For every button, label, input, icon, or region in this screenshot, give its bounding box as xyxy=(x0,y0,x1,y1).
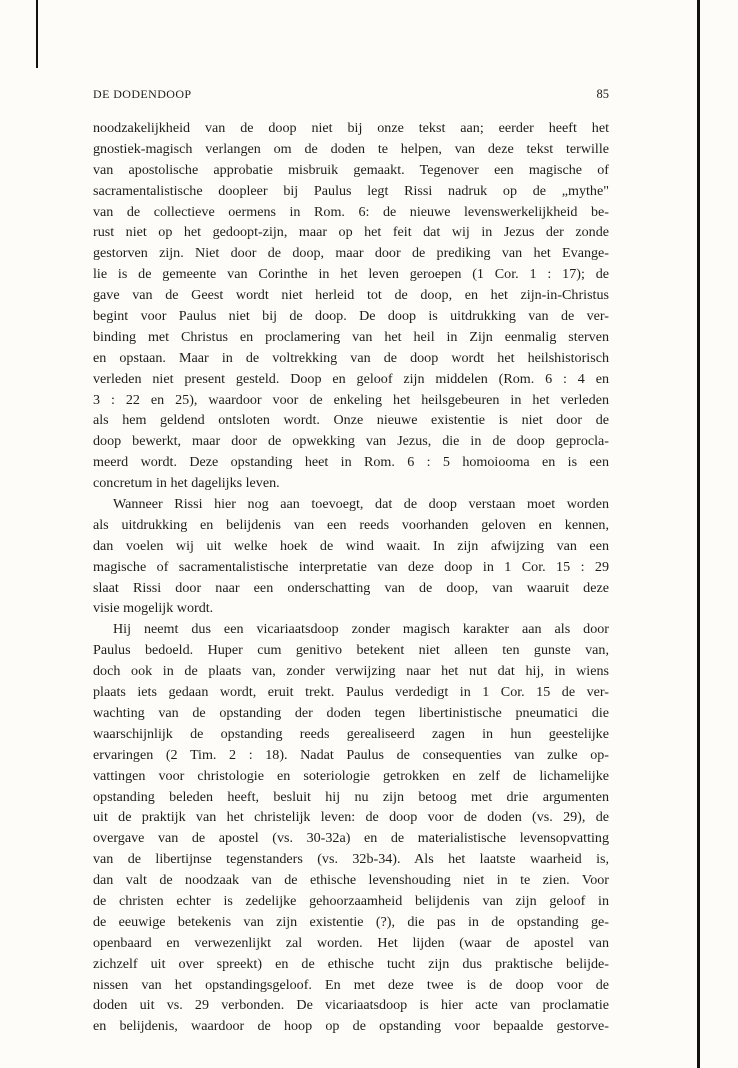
text-line: verleden niet present gesteld. Doop en geloof zijn middelen (Rom. 6 : 4 en xyxy=(93,370,609,387)
scan-edge-left xyxy=(36,0,38,68)
text-line: doop bewerkt, maar door de opwekking van Jezus, die in de doop geprocla- xyxy=(93,433,609,450)
text-line: nissen van het opstandingsgeloof. En met deze twee is de doop voor de xyxy=(93,976,609,993)
text-line: ervaringen (2 Tim. 2 : 18). Nadat Paulus de consequenties van zulke op- xyxy=(93,746,609,763)
text-line: de eeuwige betekenis van zijn existentie (?), die pas in de opstanding ge- xyxy=(93,913,609,930)
text-line: noodzakelijkheid van de doop niet bij onze tekst aan; eerder heeft het xyxy=(93,120,609,136)
text-line: van de libertijnse tegenstanders (vs. 32b-34). Als het laatste waarheid is, xyxy=(93,851,609,868)
text-line: binding met Christus en proclamering van het heil in Zijn eenmalig sterven xyxy=(93,328,609,345)
text-line: overgave van de apostel (vs. 30-32a) en de materialistische levensopvatting xyxy=(93,830,609,847)
text-line: magische of sacramentalistische interpretatie van deze doop in 1 Cor. 15 : 29 xyxy=(93,558,609,575)
text-line: gave van de Geest wordt niet herleid tot de doop, en het zijn-in-Christus xyxy=(93,287,609,304)
page-number: 85 xyxy=(596,87,609,101)
text-line: concretum in het dagelijks leven. xyxy=(93,475,280,492)
text-line: als hem geldend ontsloten wordt. Onze nieuwe existentie is niet door de xyxy=(93,412,609,429)
paragraph xyxy=(93,118,609,494)
text-line: dan valt de noodzaak van de ethische levenshouding niet in te zien. Voor xyxy=(93,872,609,889)
text-line: visie mogelijk wordt. xyxy=(93,600,214,617)
text-line: vattingen voor christologie en soteriologie getrokken en zelf de lichamelijke xyxy=(93,767,609,784)
text-line: de christen echter is zedelijke gehoorzaamheid belijdenis van zijn geloof in xyxy=(93,892,609,909)
paragraph xyxy=(93,619,609,1037)
text-line: waarschijnlijk de opstanding reeds gerealiseerd zagen in hun geestelijke xyxy=(93,725,609,742)
text-line: rust niet op het gedoopt-zijn, maar op het feit dat wij in Jezus der zonde xyxy=(93,224,609,241)
text-line: meerd wordt. Deze opstanding heet in Rom. 6 : 5 homoiooma en is een xyxy=(93,454,609,471)
text-line: dan voelen wij uit welke hoek de wind waait. In zijn afwijzing van een xyxy=(93,537,609,554)
text-line: openbaard en verwezenlijkt zal worden. Het lijden (waar de apostel van xyxy=(93,934,609,951)
text-line: 3 : 22 en 25), waardoor voor de enkeling het heilsgebeuren in het verleden xyxy=(93,391,609,408)
text-line: sacramentalistische doopleer bij Paulus legt Rissi nadruk op de „mythe" xyxy=(93,182,609,199)
text-line: als uitdrukking en belijdenis van een reeds voorhanden geloven en kennen, xyxy=(93,516,609,533)
text-line: en belijdenis, waardoor de hoop op de opstanding voor bepaalde gestorve- xyxy=(93,1018,609,1035)
text-line: zichzelf uit over spreekt) en de ethische tucht zijn dus praktische belijde- xyxy=(93,955,609,972)
body-text xyxy=(93,118,609,1037)
text-line: gnostiek-magisch verlangen om de doden te helpen, van deze tekst terwille xyxy=(93,140,609,157)
text-line: slaat Rissi door naar een onderschatting van de doop, van waaruit deze xyxy=(93,579,609,596)
scan-edge-right xyxy=(697,0,700,1068)
text-line: van apostolische approbatie misbruik gemaakt. Tegenover een magische of xyxy=(93,161,609,178)
running-title: DE DODENDOOP xyxy=(93,87,192,101)
text-line: en opstaan. Maar in de voltrekking van de doop wordt het heilshistorisch xyxy=(93,349,609,366)
running-head xyxy=(93,85,609,103)
text-line: uit de praktijk van het christelijk leven: de doop voor de doden (vs. 29), de xyxy=(93,809,609,826)
text-line: opstanding beleden heeft, besluit hij nu zijn betoog met drie argumenten xyxy=(93,788,609,805)
text-line: gestorven zijn. Niet door de doop, maar door de prediking van het Evange- xyxy=(93,245,609,262)
text-line: plaats iets gedaan wordt, eruit trekt. Paulus verdedigt in 1 Cor. 15 de ver- xyxy=(93,684,609,701)
text-line: doden uit vs. 29 verbonden. De vicariaatsdoop is hier acte van proclamatie xyxy=(93,997,609,1014)
text-line: Hij neemt dus een vicariaatsdoop zonder magisch karakter aan als door xyxy=(113,621,609,638)
text-line: begint voor Paulus niet bij de doop. De doop is uitdrukking van de ver- xyxy=(93,308,609,325)
text-line: lie is de gemeente van Corinthe in het leven geroepen (1 Cor. 1 : 17); de xyxy=(93,266,609,283)
text-line: doch ook in de plaats van, zonder verwijzing naar het nut dat hij, in wiens xyxy=(93,663,609,680)
text-line: Paulus bedoeld. Huper cum genitivo betekent niet alleen ten gunste van, xyxy=(93,642,609,659)
paragraph xyxy=(93,494,609,619)
text-line: Wanneer Rissi hier nog aan toevoegt, dat de doop verstaan moet worden xyxy=(113,496,609,513)
text-line: van de collectieve oermens in Rom. 6: de nieuwe levenswerkelijkheid be- xyxy=(93,203,609,220)
text-line: wachting van de opstanding der doden tegen libertinistische pneumatici die xyxy=(93,704,609,721)
